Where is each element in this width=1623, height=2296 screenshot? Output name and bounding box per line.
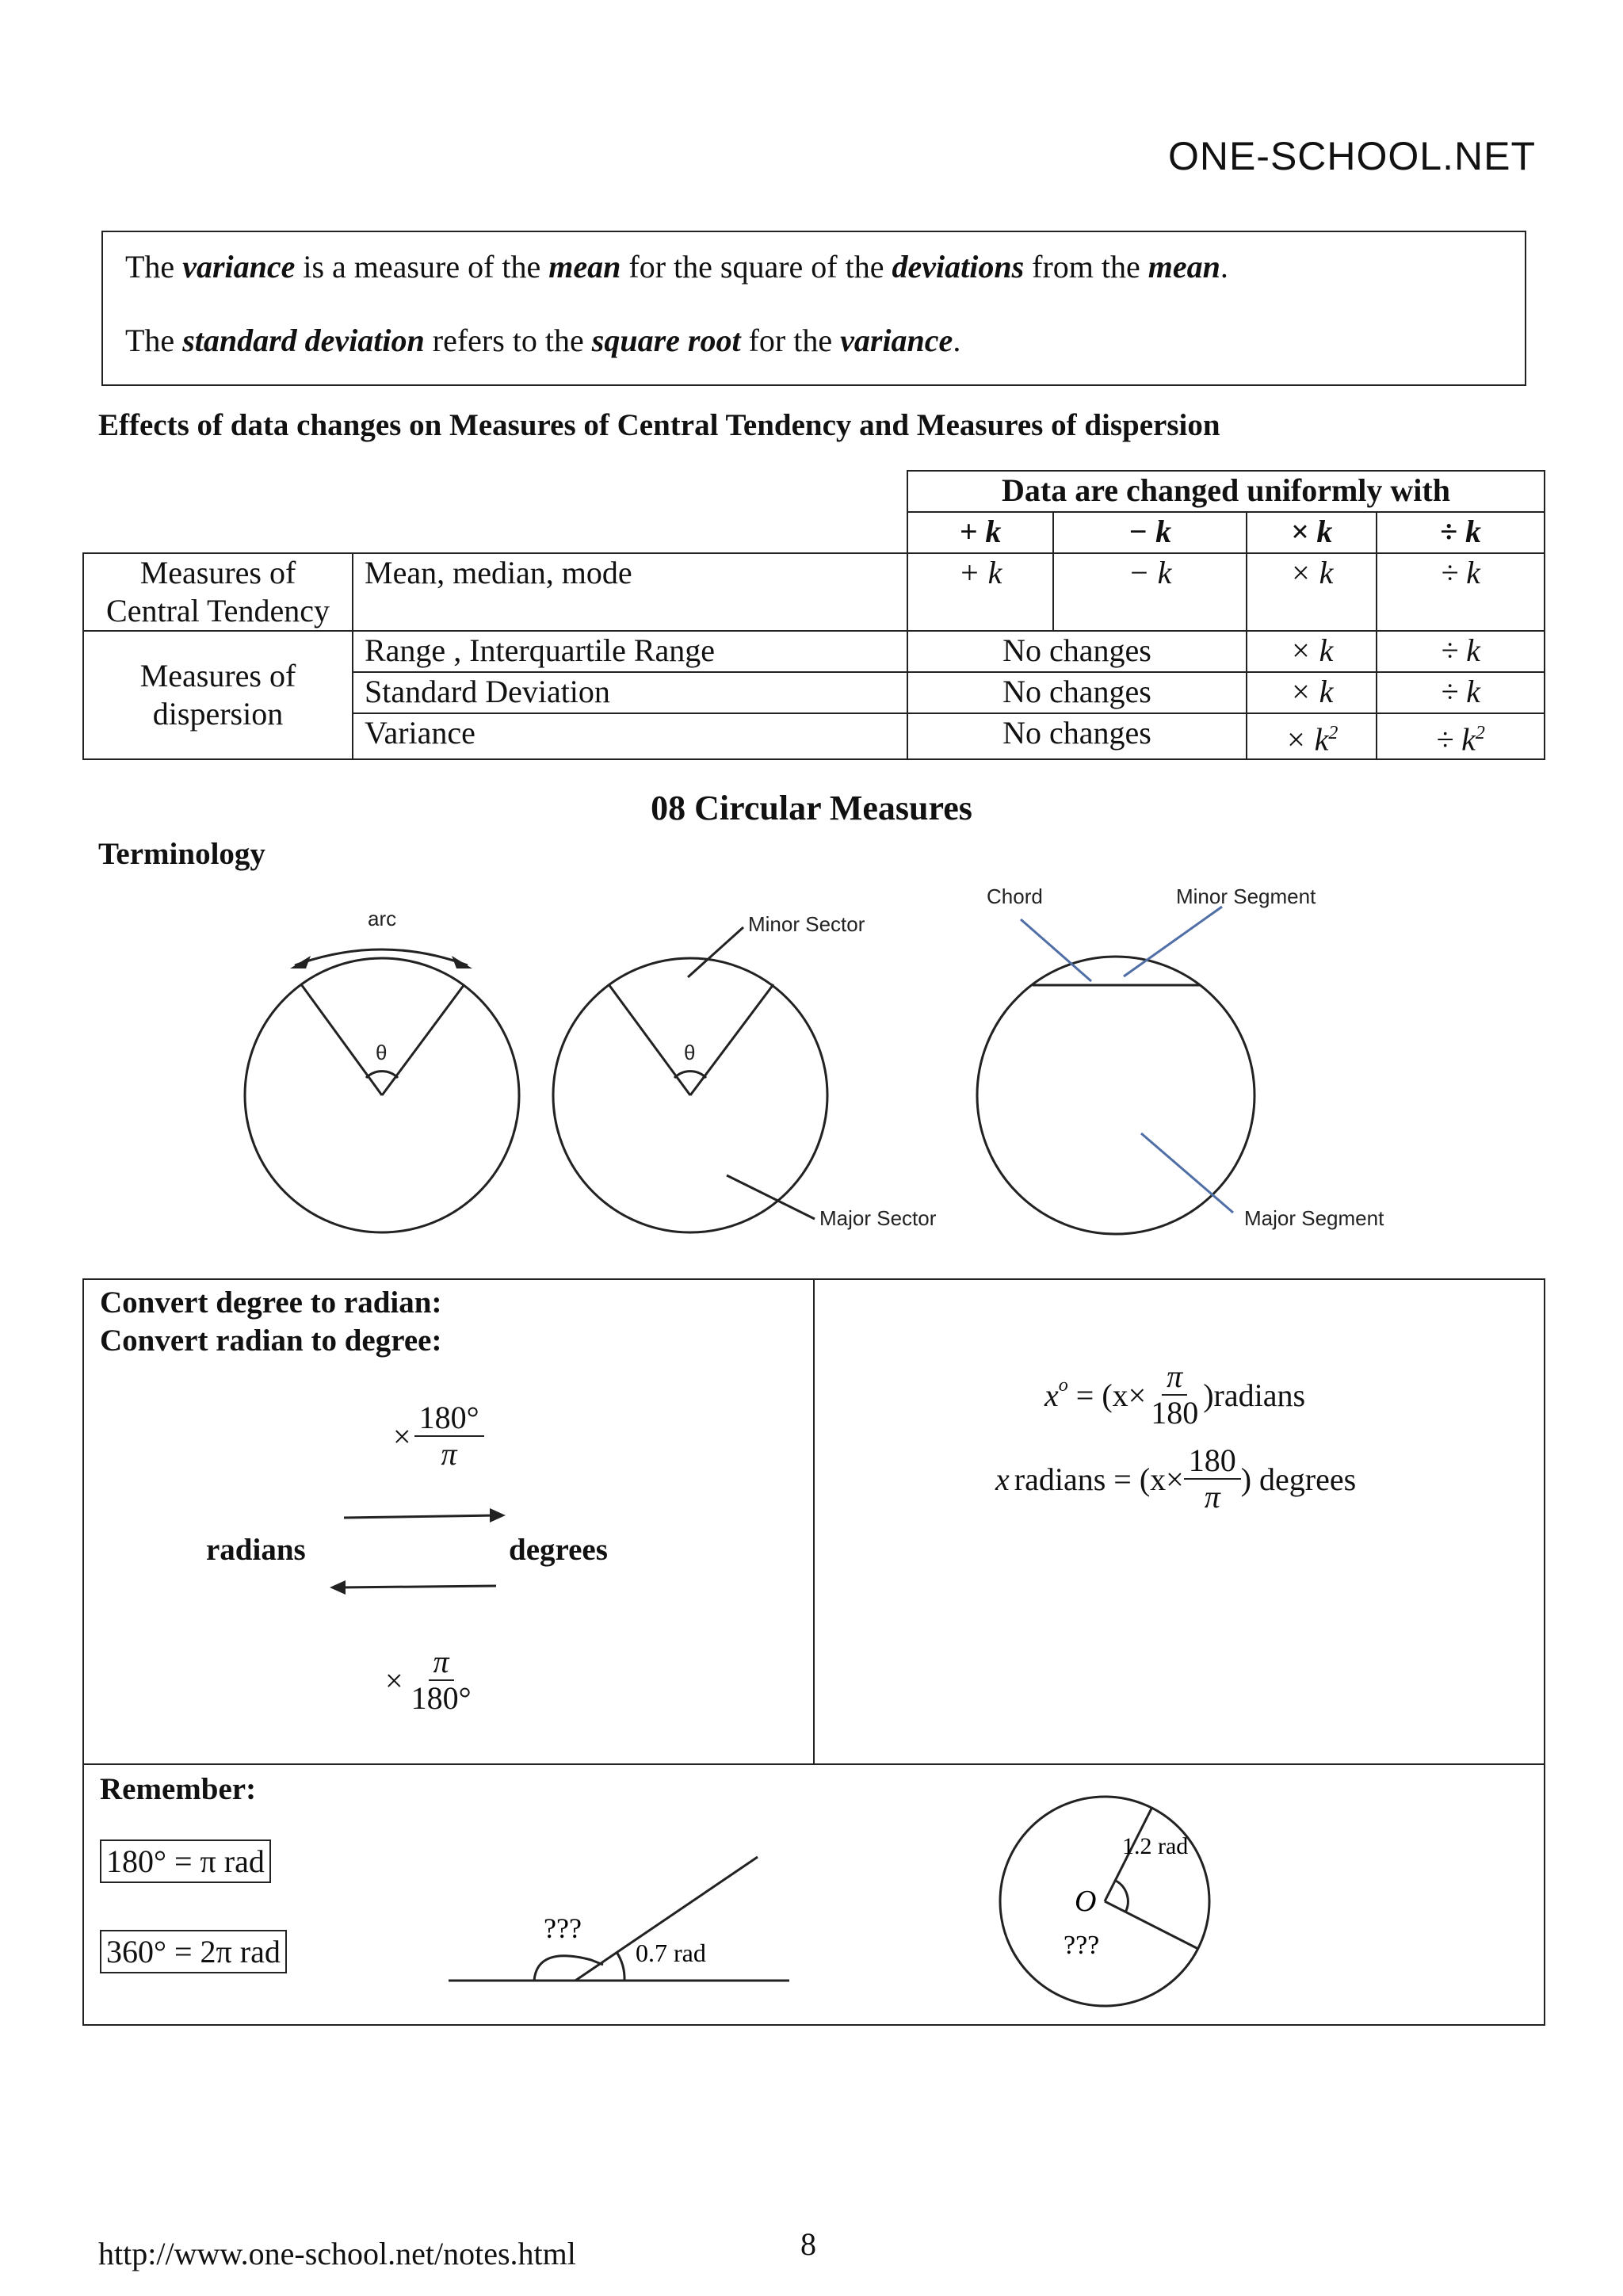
dispersion-div: ÷ k (1377, 672, 1545, 713)
radius (1105, 1901, 1198, 1949)
radius (301, 984, 382, 1095)
footer-url[interactable]: http://www.one-school.net/notes.html (98, 2236, 576, 2271)
op-sub: − k (1053, 512, 1247, 553)
row-divider (84, 1763, 1544, 1765)
text: ÷ k (1436, 721, 1476, 758)
term-variance: variance (840, 323, 953, 358)
term-mean: mean (548, 249, 621, 285)
text: for the square of the (621, 249, 892, 285)
central-add: + k (907, 553, 1053, 631)
angle-mark (674, 1072, 706, 1078)
numerator: π (1162, 1359, 1187, 1396)
text: )radians (1203, 1377, 1306, 1413)
fraction (414, 1400, 484, 1472)
angle-mark (366, 1072, 398, 1078)
superscript: 2 (1475, 723, 1485, 743)
brand-header: ONE-SCHOOL.NET (1167, 134, 1536, 178)
op-add: + k (907, 512, 1053, 553)
text: = (x× (1067, 1377, 1147, 1413)
arrowhead (290, 956, 311, 968)
central-div: ÷ k (1377, 553, 1545, 631)
op-div: ÷ k (1377, 512, 1545, 553)
text: refers to the (424, 323, 592, 358)
term-standard-deviation: standard deviation (182, 323, 425, 358)
leader-line (1021, 919, 1091, 981)
angle-diagram (433, 1835, 924, 2009)
arc-label: arc (368, 907, 397, 930)
major-segment-label: Major Segment (1244, 1206, 1384, 1230)
small-angle-label: 0.7 rad (636, 1939, 706, 1967)
radius (609, 984, 690, 1095)
minor-sector-label: Minor Sector (748, 912, 865, 936)
center-label: O (1075, 1885, 1097, 1918)
term-deviations: deviations (892, 249, 1025, 285)
term-square-root: square root (591, 323, 741, 358)
op-mul: × k (1247, 512, 1377, 553)
circle-segments (977, 957, 1254, 1234)
arrowhead (330, 1580, 346, 1595)
sd-definition (125, 322, 960, 359)
column-divider (813, 1280, 815, 1765)
major-sector-label: Major Sector (819, 1206, 937, 1230)
text: radians = (x× (1014, 1461, 1184, 1497)
effects-heading: Effects of data changes on Measures of Central Tendency and Measures of dispersion (98, 408, 1220, 442)
text: from the (1024, 249, 1148, 285)
remember-heading: Remember: (100, 1772, 257, 1806)
superscript: 2 (1328, 723, 1338, 743)
dispersion-add-sub: No changes (907, 713, 1247, 759)
circle-angle-label: 1.2 rad (1122, 1833, 1189, 1859)
times-sign: × (393, 1418, 411, 1454)
page-number: 8 (800, 2226, 816, 2262)
arrowhead (490, 1508, 506, 1522)
terminology-diagrams (0, 864, 1623, 1244)
times-sign: × (385, 1662, 403, 1698)
dispersion-div (1377, 713, 1545, 759)
rad-to-deg-heading: Convert radian to degree: (100, 1324, 442, 1358)
leader-line (688, 927, 743, 977)
circle-unknown-label: ??? (1064, 1931, 1100, 1960)
denominator: π (1204, 1479, 1220, 1515)
degrees-label: degrees (509, 1533, 608, 1567)
unknown-angle-label: ??? (544, 1912, 582, 1944)
numerator: 180° (414, 1400, 484, 1437)
text: . (953, 323, 961, 358)
dispersion-mul: × k (1247, 631, 1377, 672)
section-title: 08 Circular Measures (651, 789, 972, 827)
denominator: 180 (1151, 1395, 1199, 1431)
small-angle-arc (617, 1952, 624, 1981)
theta-label: θ (684, 1041, 696, 1064)
fraction (407, 1645, 476, 1716)
var-x: x (1044, 1377, 1059, 1413)
denominator: 180° (411, 1680, 472, 1716)
leader-line (1141, 1133, 1233, 1213)
fraction (1146, 1359, 1203, 1431)
deg-to-rad-heading: Convert degree to radian: (100, 1286, 442, 1320)
conversion-grid (82, 1278, 1545, 2026)
central-sub: − k (1053, 553, 1247, 631)
text: The (125, 249, 183, 285)
theta-label: θ (376, 1041, 388, 1064)
arrow-left (339, 1586, 496, 1587)
fraction (1184, 1443, 1241, 1515)
dispersion-mul: × k (1247, 672, 1377, 713)
equation-360: 360° = 2π rad (100, 1930, 287, 1973)
dispersion-label: Measures of dispersion (83, 631, 353, 759)
numerator: 180 (1184, 1443, 1241, 1480)
text: The (125, 323, 183, 358)
effects-table (82, 470, 1545, 760)
central-measure: Mean, median, mode (353, 553, 907, 631)
text: . (1220, 249, 1228, 285)
numerator: π (429, 1645, 454, 1681)
central-mul: × k (1247, 553, 1377, 631)
arrow-right (344, 1515, 498, 1518)
text: × k (1285, 721, 1329, 758)
dispersion-measure: Variance (353, 713, 907, 759)
deg-factor (393, 1400, 484, 1472)
text: is a measure of the (295, 249, 549, 285)
radius (690, 984, 773, 1095)
degree-mark: o (1058, 1375, 1068, 1396)
term-mean: mean (1148, 249, 1220, 285)
leader-line (727, 1175, 815, 1219)
text: ) degrees (1240, 1461, 1357, 1497)
leader-line (1124, 907, 1222, 976)
terminology-heading: Terminology (98, 837, 265, 871)
term-variance: variance (182, 249, 296, 285)
equation-180: 180° = π rad (100, 1839, 271, 1883)
rad-factor (385, 1645, 476, 1716)
text: for the (740, 323, 841, 358)
variance-definition (125, 248, 1228, 285)
circle-angle-diagram (987, 1778, 1257, 2023)
definitions-box (101, 231, 1526, 386)
blank-cell (83, 471, 907, 512)
radians-label: radians (206, 1533, 306, 1567)
dispersion-measure: Standard Deviation (353, 672, 907, 713)
formula-rad-to-deg (995, 1443, 1356, 1515)
minor-segment-label: Minor Segment (1176, 884, 1316, 908)
chord-label: Chord (987, 884, 1043, 908)
dispersion-add-sub: No changes (907, 631, 1247, 672)
formula-deg-to-rad (1044, 1359, 1305, 1431)
dispersion-div: ÷ k (1377, 631, 1545, 672)
radius (382, 984, 464, 1095)
dispersion-mul (1247, 713, 1377, 759)
central-tendency-label: Measures of Central Tendency (83, 553, 353, 631)
blank-cell (83, 512, 907, 553)
dispersion-add-sub: No changes (907, 672, 1247, 713)
var-x: x (995, 1461, 1010, 1497)
dispersion-measure: Range , Interquartile Range (353, 631, 907, 672)
denominator: π (441, 1436, 457, 1472)
arrowhead (452, 956, 472, 968)
group-header: Data are changed uniformly with (907, 471, 1545, 512)
